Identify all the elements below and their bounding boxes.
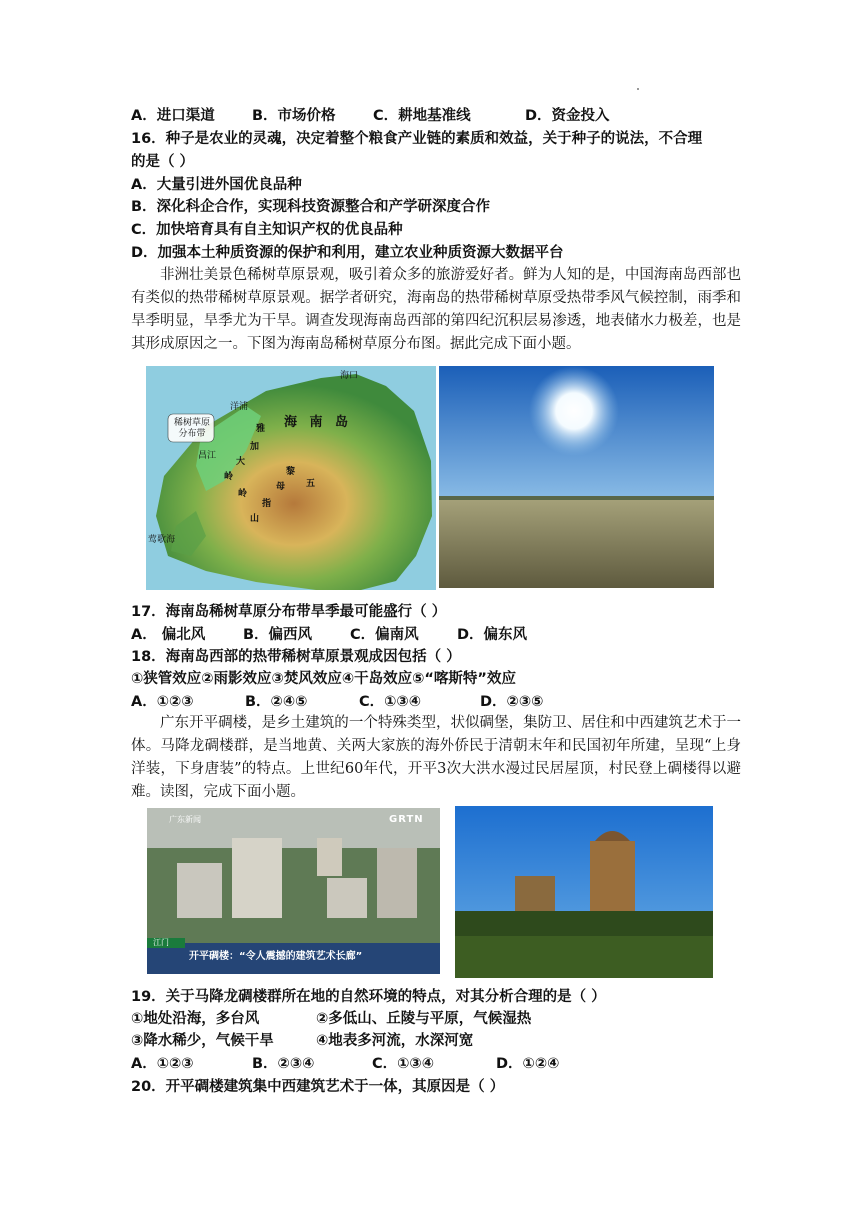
map-graphic — [146, 366, 436, 590]
q19-options — [131, 1054, 559, 1074]
label-mtn-7: 五 — [306, 479, 316, 489]
label-mtn-6: 母 — [276, 482, 286, 492]
label-yangpu: 洋浦 — [230, 402, 249, 412]
label-mtn-8: 指 — [262, 499, 272, 509]
q16-option-a: A．大量引进外国优良品种 — [131, 177, 302, 193]
q18-stem: 18．海南岛西部的热带稀树草原景观成因包括（ ） — [131, 649, 461, 665]
option-a: A．进口渠道 — [131, 108, 215, 124]
label-mtn-5: 黎 — [286, 467, 296, 477]
q19-stem: 19．关于马降龙碉楼群所在地的自然环境的特点，对其分析合理的是（ ） — [131, 989, 606, 1005]
option-d: D．②③⑤ — [480, 694, 544, 710]
option-a: A． 偏北风 — [131, 627, 206, 643]
q16-option-c: C．加快培育具有自主知识产权的优良品种 — [131, 222, 403, 238]
q16-option-d: D．加强本土种质资源的保护和利用，建立农业种质资源大数据平台 — [131, 245, 564, 261]
label-savanna-belt: 稀树草原 分布带 — [173, 418, 210, 439]
diaolou-tv-screenshot — [147, 808, 440, 974]
scan-dot — [637, 88, 639, 90]
q16-stem: 16．种子是农业的灵魂，决定着整个粮食产业链的素质和效益，关于种子的说法，不合理 — [131, 131, 703, 147]
savanna-photo-graphic — [439, 366, 714, 588]
option-b: B．偏西风 — [243, 627, 313, 643]
q16-stem-cont: 的是（ ） — [131, 154, 195, 170]
q17-stem: 17．海南岛稀树草原分布带旱季最可能盛行（ ） — [131, 604, 447, 620]
option-b: B．②④⑤ — [245, 694, 308, 710]
label-island: 海 南 岛 — [284, 415, 353, 430]
q19-choices-row2 — [131, 1031, 473, 1051]
option-c: C．偏南风 — [350, 627, 419, 643]
diaolou-photo-graphic — [455, 806, 713, 978]
option-d: D．偏东风 — [457, 627, 528, 643]
tv-location: 江门 — [153, 938, 169, 947]
q19-choices-row1 — [131, 1009, 531, 1029]
q18-choices: ①狭管效应②雨影效应③焚风效应④干岛效应⑤“喀斯特”效应 — [131, 671, 516, 687]
option-d: D．①②④ — [496, 1056, 560, 1072]
q18-options — [131, 692, 543, 712]
passage-diaolou: 广东开平碉楼，是乡土建筑的一个特殊类型，状似碉堡，集防卫、居住和中西建筑艺术于一体。马降龙碉楼群，是当地黄、关两大家族的海外侨民于清朝末年和民国初年所建，呈现“上身洋装，下身唐装”的特点。上世纪60年代，开平3次大洪水漫过民居屋顶，村民登上碉楼得以避难。读图，完成下面小题。 — [131, 715, 741, 800]
label-changjiang: 昌江 — [198, 451, 217, 461]
option-c: C．耕地基准线 — [373, 108, 471, 124]
label-haikou: 海口 — [340, 371, 359, 381]
choice-1: ①地处沿海，多台风 — [131, 1011, 260, 1027]
label-yinggehai: 莺歌海 — [148, 535, 176, 545]
option-a: A．①②③ — [131, 1056, 194, 1072]
q15-options — [131, 106, 610, 126]
label-mtn-4: 岭 — [224, 472, 234, 482]
option-b: B．市场价格 — [252, 108, 336, 124]
diaolou-photo — [455, 806, 713, 978]
q20-stem: 20．开平碉楼建筑集中西建筑艺术于一体，其原因是（ ） — [131, 1079, 505, 1095]
option-c: C．①③④ — [372, 1056, 434, 1072]
label-mtn-9: 山 — [250, 514, 260, 524]
label-mtn-10: 岭 — [238, 489, 248, 499]
savanna-photo — [439, 366, 714, 588]
tv-logo: GRTN — [389, 814, 424, 825]
option-a: A．①②③ — [131, 694, 194, 710]
choice-2: ②多低山、丘陵与平原，气候湿热 — [316, 1011, 532, 1027]
q16-option-b: B．深化科企合作，实现科技资源整合和产学研深度合作 — [131, 199, 491, 215]
option-b: B．②③④ — [252, 1056, 315, 1072]
choice-4: ④地表多河流，水深河宽 — [316, 1033, 474, 1049]
label-mtn-2: 加 — [250, 442, 260, 452]
passage-savanna: 非洲壮美景色稀树草原景观，吸引着众多的旅游爱好者。鲜为人知的是，中国海南岛西部也有类似的热带稀树草原景观。据学者研究，海南岛的热带稀树草原受热带季风气候控制，雨季和旱季明显，旱季尤为干旱。调查发现海南岛西部的第四纪沉积层易渗透，地表储水力极差，也是其形成原因之一。下图为海南岛稀树草原分布图。据此完成下面小题。 — [131, 267, 741, 352]
tv-channel: 广东新闻 — [169, 815, 201, 824]
choice-3: ③降水稀少，气候干旱 — [131, 1033, 274, 1049]
option-d: D．资金投入 — [525, 108, 610, 124]
label-mtn-1: 雅 — [256, 424, 266, 434]
label-mtn-3: 大 — [236, 457, 246, 467]
hainan-savanna-map — [146, 366, 436, 590]
q17-options — [131, 625, 527, 645]
option-c: C．①③④ — [359, 694, 421, 710]
tv-headline: 开平碉楼：“令人震撼的建筑艺术长廊” — [189, 951, 363, 962]
